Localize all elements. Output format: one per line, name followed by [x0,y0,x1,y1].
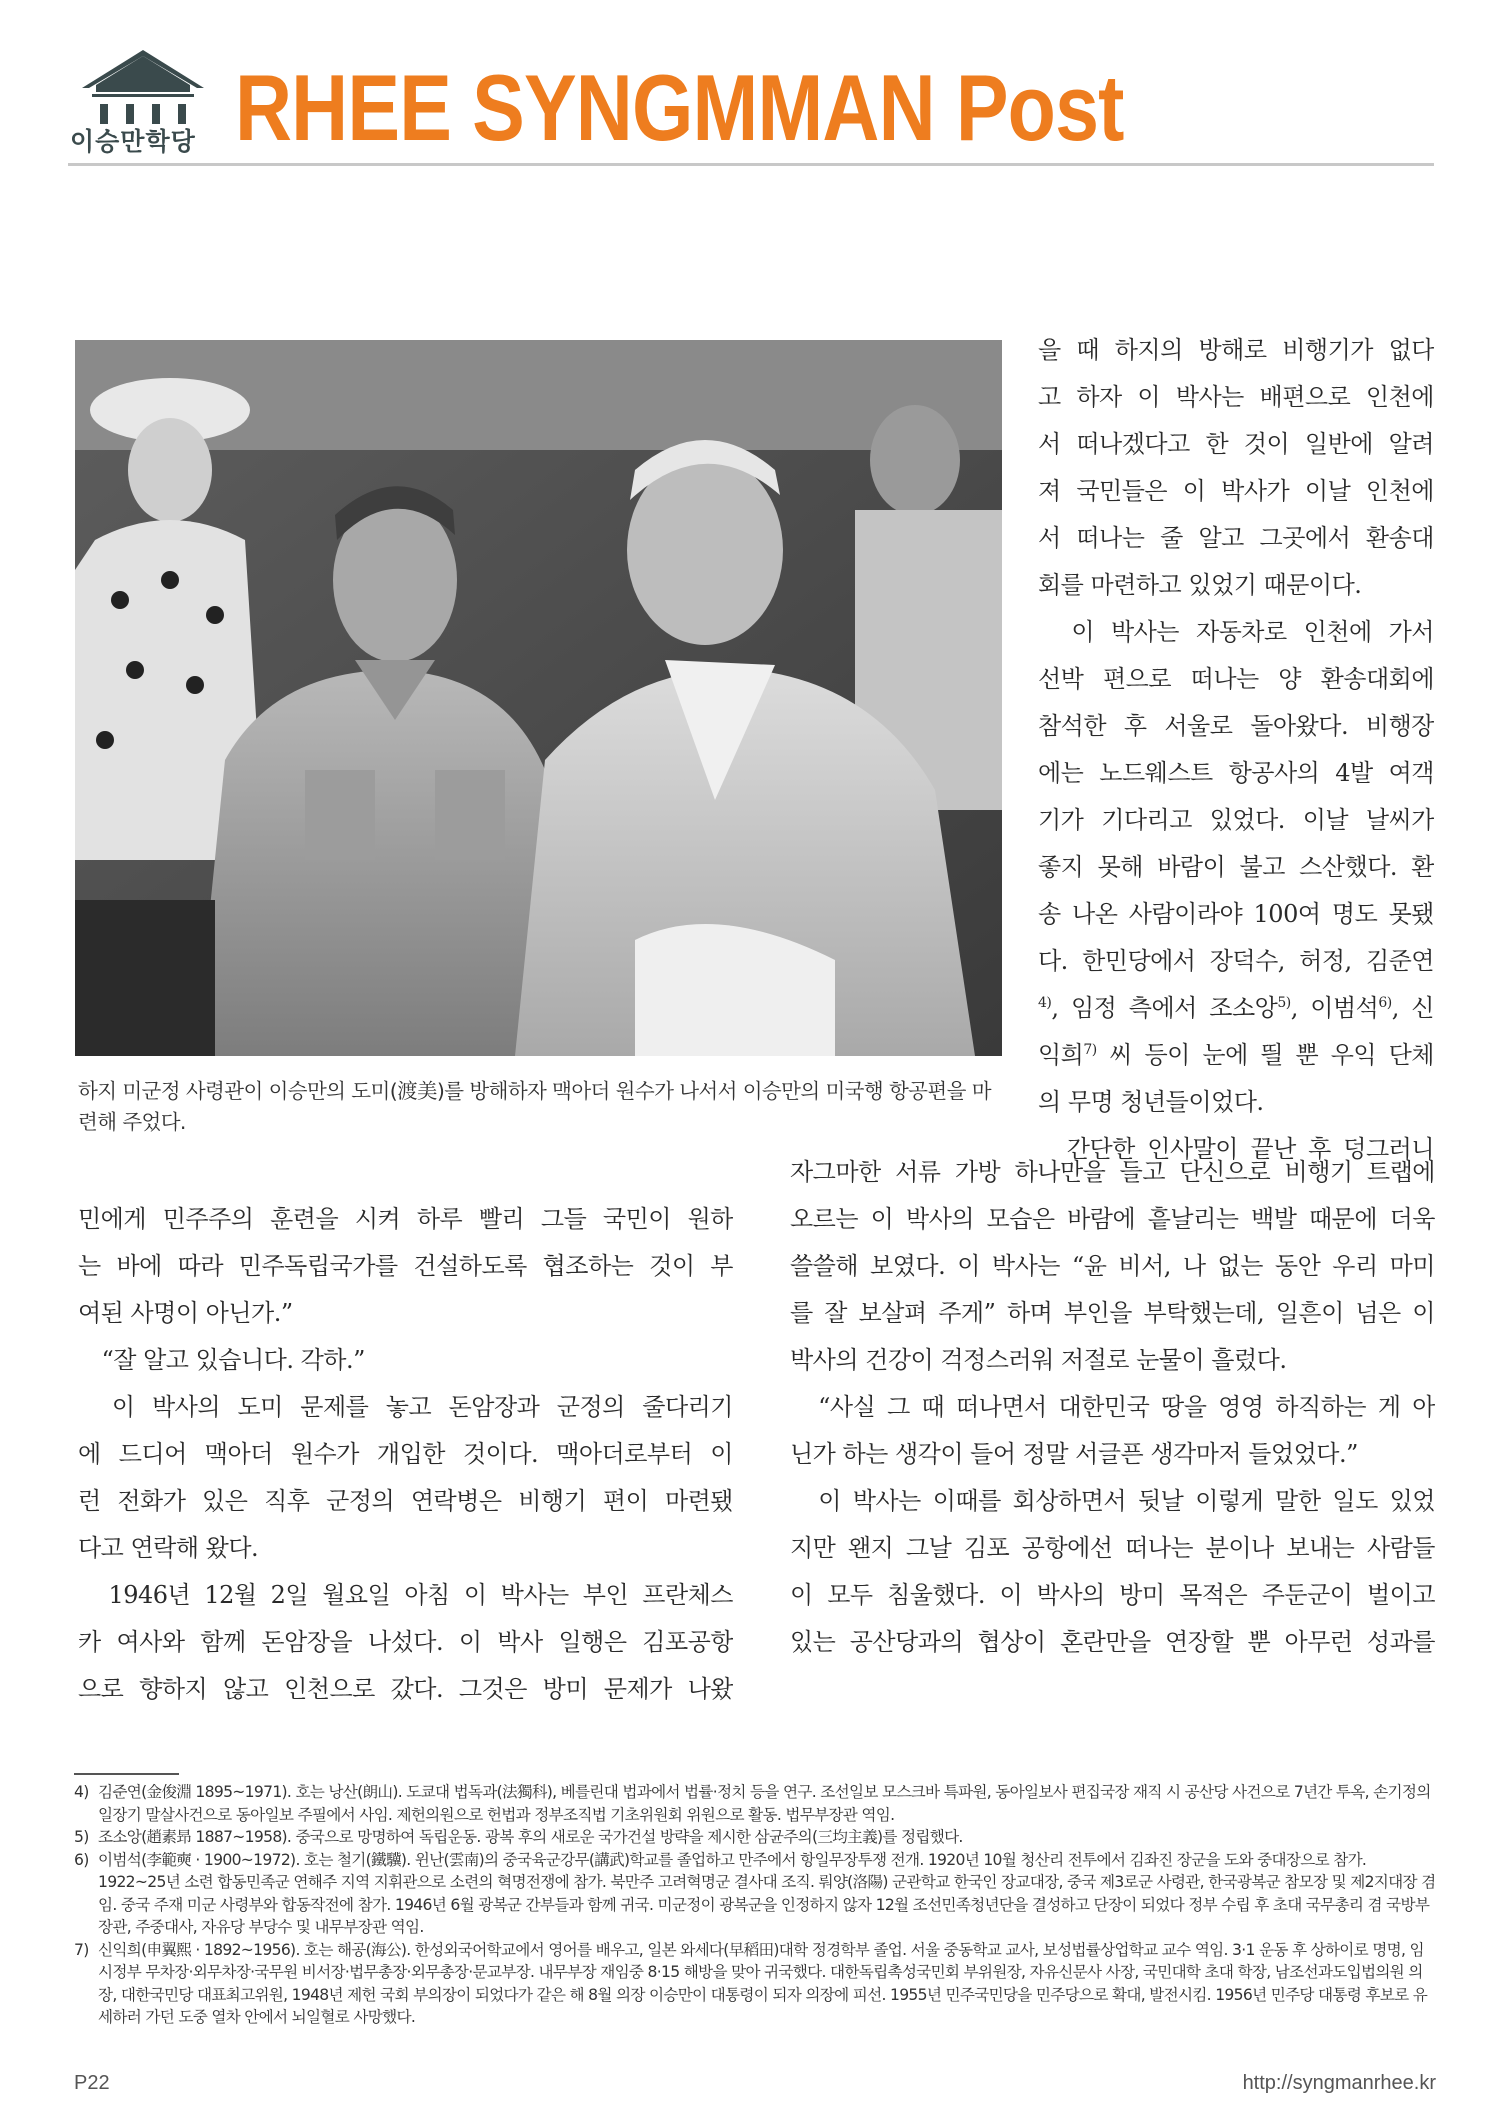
text-line: 선박 편으로 떠나는 양 환송대회에 [1038,665,1434,693]
text-line: 져 국민들은 이 박사가 이날 인천에 [1038,477,1434,505]
historical-photo [75,340,1002,1056]
body-column-left [78,1196,733,1713]
text-line: 익희$^{7)}$ 씨 등이 눈에 띌 뿐 우익 단체 [1038,1041,1434,1069]
text-line: 고 하자 이 박사는 배편으로 인천에 [1038,383,1434,411]
text-line: 는 바에 따라 민주독립국가를 건설하도록 협조하는 것이 부 [78,1252,733,1280]
text-line: 민에게 민주주의 훈련을 시켜 하루 빨리 그들 국민이 원하 [78,1205,733,1233]
website-link[interactable]: http://syngmanrhee.kr [1242,2072,1436,2094]
footnotes [74,1781,1436,2029]
text-line: 에 드디어 맥아더 원수가 개입한 것이다. 맥아더로부터 이 [78,1440,733,1468]
footnote [74,1849,1436,1939]
text-line: 에는 노드웨스트 항공사의 4발 여객 [1038,759,1434,787]
footnote [74,1781,1436,1826]
footnote-text: 조소앙(趙素昻 1887~1958). 중국으로 망명하여 독립운동. 광복 후의 새로운 국가건설 방략을 제시한 삼균주의(三均主義)를 정립했다. [98,1828,963,1846]
text-line: 를 잘 보살펴 주게” 하며 부인을 부탁했는데, 일흔이 넘은 이 [790,1299,1435,1327]
masthead-title: RHEE SYNGMMAN Post [235,55,1124,160]
text-line: 여된 사명이 아닌가.” [78,1299,293,1327]
logo-text: 이승만학당 [70,127,196,156]
body-column-right [790,1149,1435,1666]
text-line: 으로 향하지 않고 인천으로 갔다. 그것은 방미 문제가 나왔 [78,1675,733,1703]
text-line: 이 박사는 이때를 회상하면서 뒷날 이렇게 말한 일도 있었 [790,1487,1435,1515]
text-line: $^{4)}$, 임정 측에서 조소앙$^{5)}$, 이범석$^{6)}$, 신 [1038,994,1434,1022]
text-line: 다. 한민당에서 장덕수, 허정, 김준연 [1038,947,1434,975]
text-line: 자그마한 서류 가방 하나만을 들고 단신으로 비행기 트랩에 [790,1158,1435,1186]
text-line: 런 전화가 있은 직후 군정의 연락병은 비행기 편이 마련됐 [78,1487,733,1515]
photo-caption: 하지 미군정 사령관이 이승만의 도미(渡美)를 방해하자 맥아더 원수가 나서서 이승만의 미국행 항공편을 마련해 주었다. [78,1079,991,1134]
text-line: 참석한 후 서울로 돌아왔다. 비행장 [1038,712,1434,740]
footnote-text: 신익희(申翼熙 · 1892~1956). 호는 해공(海公). 한성외국어학교에서 영어를 배우고, 일본 와세다(早稻田)대학 정경학부 졸업. 서울 중동학교 교사, 보성법률상업학교 교수 역임. 3·1 운동 후 상하이로 명명, 임시정부 무차장·외무차장·국무원 비서장·법무총장·외무총장·문교부장. 내무부장 재임중 8·15 해방을 맞아 귀국했다. 대한독립촉성국민회 부위원장, 자유신문사 사장, 국민대학 초대 학장, 남조선과도입법의원 의장, 대한국민당 대표최고위원, 1948년 제헌 국회 부의장이 되었다가 같은 해 8월 의장 이승만이 대통령이 되자 의장에 피선. 1955년 민주국민당을 민주당으로 확대, 발전시킴. 1956년 민주당 대통령 후보로 유세하러 가던 도중 열차 안에서 뇌일혈로 사망했다. [98,1940,1428,2026]
footnote-number: 7) [74,1940,89,1959]
footnote-text: 이범석(李範奭 · 1900~1972). 호는 철기(鐵驥). 윈난(雲南)의 중국육군강무(講武)학교를 졸업하고 만주에서 항일무장투쟁 전개. 1920년 10월 청산리 전투에서 김좌진 장군을 도와 중대장으로 참가. 1922~25년 소련 합동민족군 연해주 지역 지휘관으로 소련의 혁명전쟁에 참가. 북만주 고려혁명군 결사대 조직. 뤄양(洛陽) 군관학교 한국인 장교대장, 중국 제3로군 사령관, 한국광복군 참모장 및 제2지대장 겸임. 중국 주재 미군 사령부와 합동작전에 참가. 1946년 6월 광복군 간부들과 함께 귀국. 미군정이 광복군을 인정하지 않자 12월 조선민족청년단을 결성하고 단장이 되었다 정부 수립 후 초대 국무총리 겸 국방부장관, 주중대사, 자유당 부당수 및 내무부장관 역임. [98,1850,1436,1936]
text-line: 1946년 12월 2일 월요일 아침 이 박사는 부인 프란체스 [78,1581,733,1609]
footnote-number: 6) [74,1850,89,1869]
text-line: 이 박사의 도미 문제를 놓고 돈암장과 군정의 줄다리기 [78,1393,733,1421]
text-line: 서 떠나겠다고 한 것이 일반에 알려 [1038,430,1434,458]
footnote-number: 4) [74,1783,89,1801]
text-line: 송 나온 사람이라야 100여 명도 못됐 [1038,900,1434,928]
text-line: 을 때 하지의 방해로 비행기가 없다 [1038,336,1434,364]
text-line: 카 여사와 함께 돈암장을 나섰다. 이 박사 일행은 김포공항 [78,1628,733,1656]
text-line: 간단한 인사말이 끝난 후 덩그러니 [1038,1135,1434,1163]
text-line: 회를 마련하고 있었기 때문이다. [1038,571,1362,599]
footnote-number: 5) [74,1828,89,1846]
text-line: 오르는 이 박사의 모습은 바람에 흩날리는 백발 때문에 더욱 [790,1205,1435,1233]
page-number: P22 [74,2072,110,2094]
text-line: 지만 왠지 그날 김포 공항에선 떠나는 분이나 보내는 사람들 [790,1534,1435,1562]
footnote [74,1826,1436,1849]
text-line: “잘 알고 있습니다. 각하.” [78,1346,365,1374]
text-line: 의 무명 청년들이었다. [1038,1088,1264,1116]
footnote [74,1939,1436,2029]
header-divider [68,163,1434,166]
text-line: 쓸쓸해 보였다. 이 박사는 “윤 비서, 나 없는 동안 우리 마미 [790,1252,1435,1280]
text-line: 기가 기다리고 있었다. 이날 날씨가 [1038,806,1434,834]
body-column-right-top [1038,327,1434,1173]
text-line: 닌가 하는 생각이 들어 정말 서글픈 생각마저 들었었다.” [790,1440,1358,1468]
text-line: 다고 연락해 왔다. [78,1534,259,1562]
text-line: “사실 그 때 떠나면서 대한민국 땅을 영영 하직하는 게 아 [790,1393,1435,1421]
text-line: 서 떠나는 줄 알고 그곳에서 환송대 [1038,524,1434,552]
footnote-divider [74,1773,179,1775]
text-line: 이 박사는 자동차로 인천에 가서 [1038,618,1434,646]
text-line: 좋지 못해 바람이 불고 스산했다. 환 [1038,853,1434,881]
text-line: 있는 공산당과의 협상이 혼란만을 연장할 뿐 아무런 성과를 [790,1628,1435,1656]
footnote-text: 김준연(金俊淵 1895~1971). 호는 낭산(朗山). 도쿄대 법독과(法獨科), 베를린대 법과에서 법률·정치 등을 연구. 조선일보 모스크바 특파원, 동아일보사 편집국장 재직 시 공산당 사건으로 7년간 투옥, 손기정의 일장기 말살사건으로 동아일보 주필에서 사임. 제헌의원으로 헌법과 정부조직법 기초위원회 위원으로 활동. 법무부장관 역임. [98,1783,1431,1824]
text-line: 이 모두 침울했다. 이 박사의 방미 목적은 주둔군이 벌이고 [790,1581,1435,1609]
text-line: 박사의 건강이 걱정스러워 저절로 눈물이 흘렀다. [790,1346,1287,1374]
